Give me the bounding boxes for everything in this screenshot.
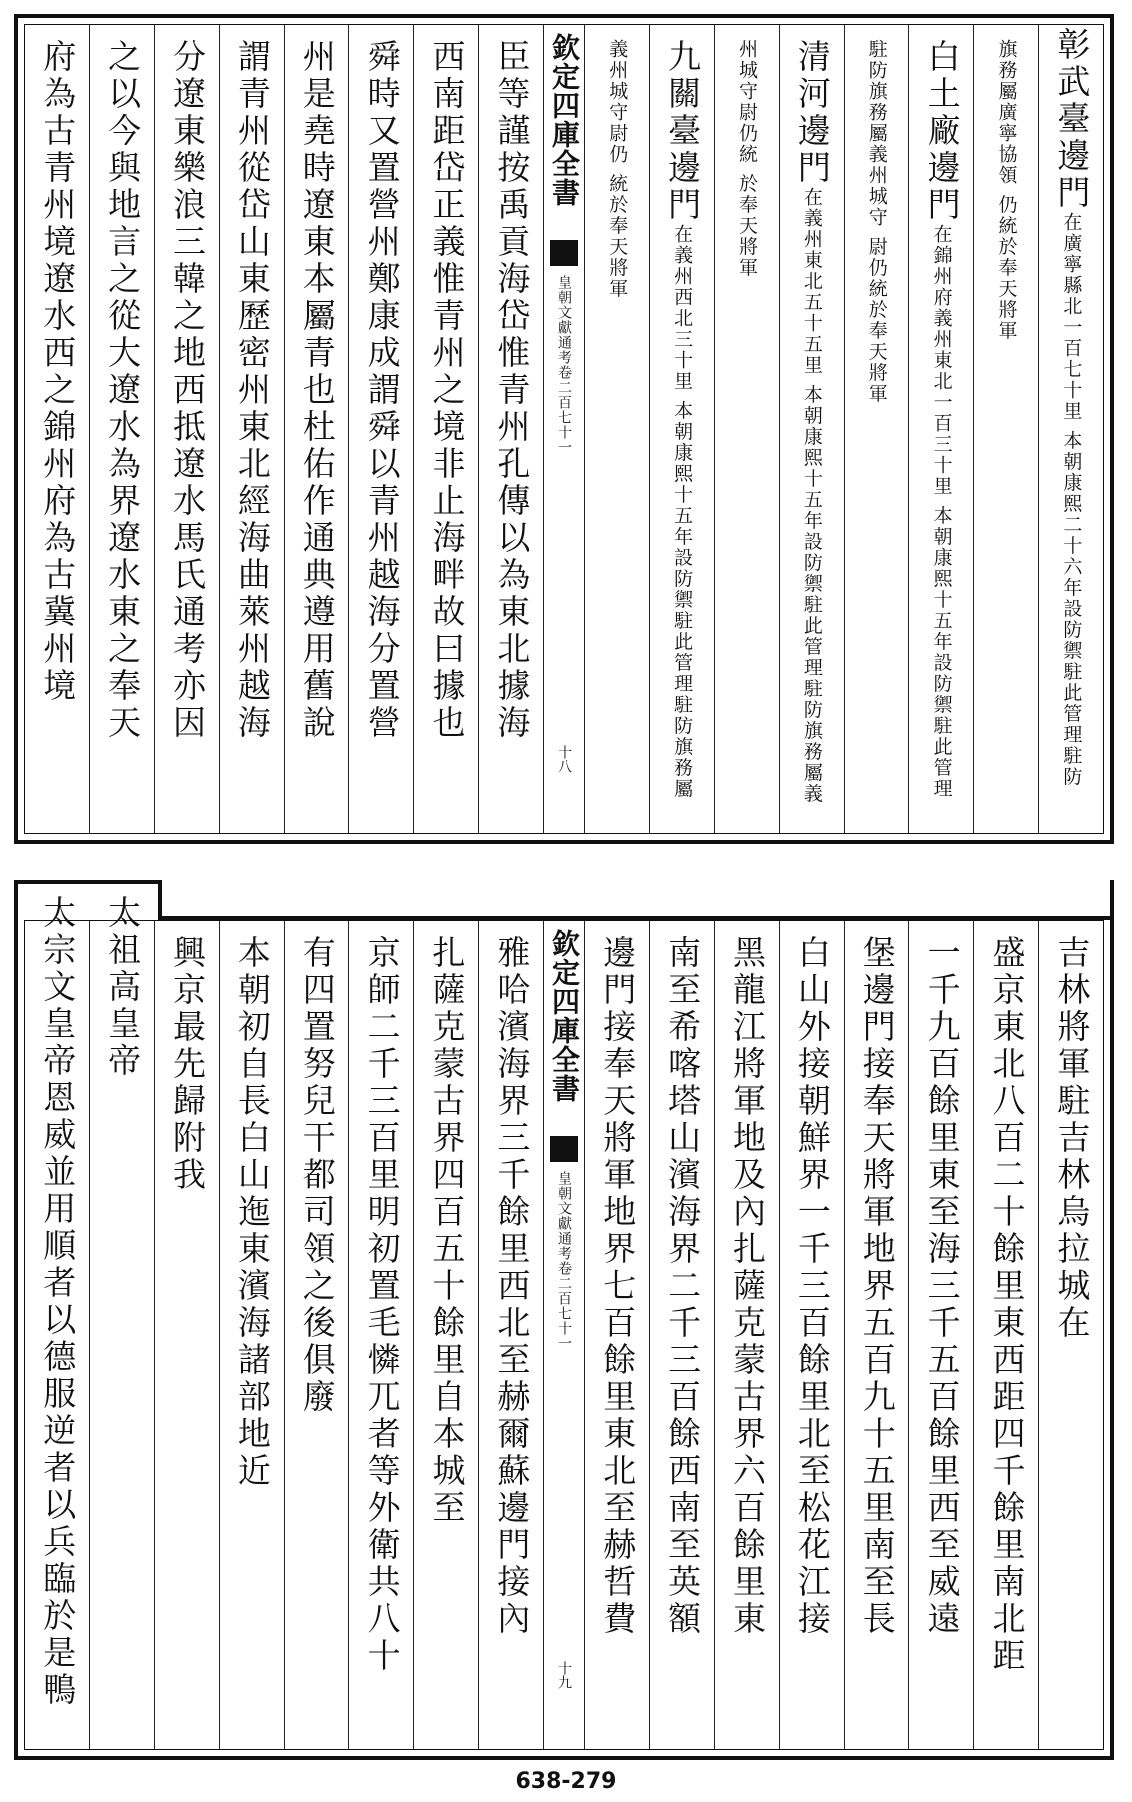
text-column: 府為古青州境遼水西之錦州府為古冀州境 xyxy=(38,39,78,705)
text-column: 九關臺邊門在義州西北三十里 本朝康熙十五年設防禦駐此管理駐防旗務屬 xyxy=(649,25,714,833)
text-column: 臣等謹按禹貢海岱惟青州孔傳以為東北據海 xyxy=(478,25,543,833)
top-columns xyxy=(25,25,1103,833)
text-column: 太祖高皇帝 xyxy=(89,921,154,1749)
text-column: 興京最先歸附我 xyxy=(154,921,219,1749)
text-column: 白土廠邊門在錦州府義州東北一百三十里 本朝康熙十五年設防禦駐此管理 xyxy=(908,25,973,833)
text-column: 盛京東北八百二十餘里東西距四千餘里南北距 xyxy=(973,921,1038,1749)
text-column: 州是堯時遼東本屬青也杜佑作通典遵用舊說 xyxy=(284,25,349,833)
text-column: 西南距岱正義惟青州之境非止海畔故曰據也 xyxy=(413,25,478,833)
gutter-title: 欽定四庫全書 xyxy=(548,33,581,207)
text-column: 分遼東樂浪三韓之地西抵遼水馬氏通考亦因 xyxy=(154,25,219,833)
text-column: 京師二千三百里明初置毛憐兀者等外衛共八十 xyxy=(348,921,413,1749)
text-column: 清河邊門在義州東北五十五里 本朝康熙十五年設防禦駐此管理駐防旗務屬義 xyxy=(779,25,844,833)
text-column: 旗務屬廣寧協領 仍統於奉天將軍 xyxy=(973,25,1038,833)
text-column: 吉林將軍駐吉林烏拉城在 xyxy=(1038,921,1103,1749)
bottom-folio xyxy=(14,880,1114,1760)
text-column: 舜時又置營州鄭康成謂舜以青州越海分置營 xyxy=(348,25,413,833)
text-column: 堡邊門接奉天將軍地界五百九十五里南至長 xyxy=(844,921,909,1749)
text-column: 太宗文皇帝恩威並用順者以德服逆者以兵臨於是鴨 xyxy=(38,895,78,1709)
fish-tail-mark xyxy=(550,240,578,266)
gutter-subtitle: 皇朝文獻通考卷二百七十一 xyxy=(556,1171,572,1351)
text-column: 白山外接朝鮮界一千三百餘里北至松花江接 xyxy=(779,921,844,1749)
text-column: 一千九百餘里東至海三千五百餘里西至威遠 xyxy=(908,921,973,1749)
text-column: 州城守尉仍統 於奉天將軍 xyxy=(714,25,779,833)
bottom-columns xyxy=(25,895,1103,1749)
text-column: 義州城守尉仍 統於奉天將軍 xyxy=(584,25,649,833)
center-gutter xyxy=(543,921,584,1749)
text-column: 本朝初自長白山迤東濱海諸部地近 xyxy=(219,921,284,1749)
top-folio-frame xyxy=(24,24,1104,834)
center-gutter xyxy=(543,25,584,833)
text-column: 邊門接奉天將軍地界七百餘里東北至赫哲費 xyxy=(584,921,649,1749)
text-column: 彰武臺邊門在廣寧縣北一百七十里 本朝康熙二十六年設防禦駐此管理駐防 xyxy=(1038,25,1103,833)
top-folio xyxy=(14,14,1114,844)
text-column: 南至希喀塔山濱海界二千三百餘西南至英額 xyxy=(649,921,714,1749)
text-column: 雅哈濱海界三千餘里西北至赫爾蘇邊門接內 xyxy=(478,921,543,1749)
page-number: 638-279 xyxy=(515,1769,617,1794)
text-column: 謂青州從岱山東歷密州東北經海曲萊州越海 xyxy=(219,25,284,833)
text-column: 之以今與地言之從大遼水為界遼水東之奉天 xyxy=(89,25,154,833)
folio-number: 十九 xyxy=(556,1661,572,1689)
text-column: 扎薩克蒙古界四百五十餘里自本城至 xyxy=(413,921,478,1749)
folio-number: 十八 xyxy=(556,745,572,773)
gutter-title: 欽定四庫全書 xyxy=(548,929,581,1103)
text-column: 駐防旗務屬義州城守 尉仍統於奉天將軍 xyxy=(844,25,909,833)
fish-tail-mark xyxy=(550,1136,578,1162)
text-column: 有四置努兒干都司領之後俱廢 xyxy=(284,921,349,1749)
bottom-folio-frame xyxy=(24,895,1104,1750)
text-column: 黑龍江將軍地及內扎薩克蒙古界六百餘里東 xyxy=(714,921,779,1749)
gutter-subtitle: 皇朝文獻通考卷二百七十一 xyxy=(556,275,572,455)
